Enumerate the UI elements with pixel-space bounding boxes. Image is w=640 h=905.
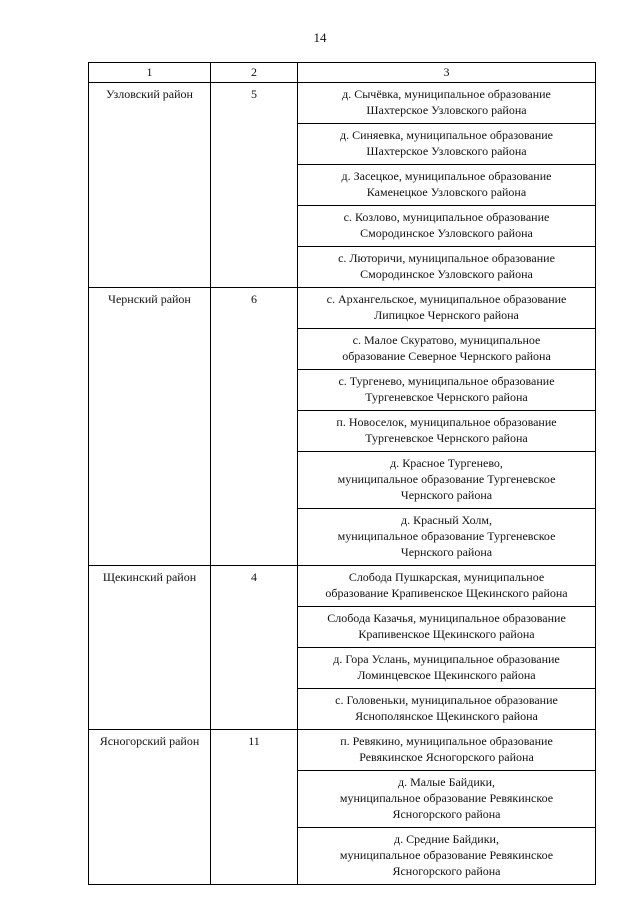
settlement-text-line: Каменецкое Узловского района (366, 185, 527, 199)
settlements-table (88, 62, 596, 885)
settlement-text-line: с. Тургенево, муниципальное образование (338, 374, 555, 388)
settlement-text-line: Шахтерское Узловского района (366, 144, 527, 158)
table-header-row (89, 63, 595, 83)
settlement-list (298, 288, 595, 565)
district-name: Щекинский район (89, 566, 211, 729)
settlement-text-line: Слобода Пушкарская, муниципальное (348, 570, 545, 584)
settlement-text-line: муниципальное образование Тургеневское (337, 529, 556, 543)
settlement-cell (298, 730, 595, 771)
settlement-text-line: с. Архангельское, муниципальное образование (326, 292, 567, 306)
table-body (89, 83, 595, 884)
district-group (89, 288, 595, 566)
settlement-text-line: муниципальное образование Тургеневское (337, 472, 556, 486)
settlement-text-line: Крапивенское Щекинского района (358, 627, 535, 641)
settlement-text-line: д. Красный Холм, (400, 513, 492, 527)
settlement-text-line: д. Засецкое, муниципальное образование (341, 169, 552, 183)
settlement-cell (298, 828, 595, 884)
header-col-3: 3 (443, 65, 450, 79)
settlement-text-line: с. Люторичи, муниципальное образование (338, 251, 555, 265)
settlement-list (298, 566, 595, 729)
settlement-text-line: Ясногорского района (392, 864, 501, 878)
settlement-text-line: Тургеневское Чернского района (365, 390, 528, 404)
settlement-text-line: Яснополянское Щекинского района (355, 709, 538, 723)
settlement-count: 11 (211, 730, 298, 884)
settlement-cell (298, 247, 595, 287)
settlement-text-line: муниципальное образование Ревякинское (339, 848, 554, 862)
settlement-cell (298, 206, 595, 247)
settlement-text-line: Чернского района (400, 488, 493, 502)
settlement-count: 4 (211, 566, 298, 729)
district-group (89, 730, 595, 884)
settlement-cell (298, 452, 595, 509)
settlement-cell (298, 648, 595, 689)
settlement-cell (298, 771, 595, 828)
settlement-text-line: Смородинское Узловского района (360, 226, 533, 240)
settlement-text-line: Липицкое Чернского района (374, 308, 519, 322)
settlement-text-line: д. Красное Тургенево, (390, 456, 503, 470)
settlement-cell (298, 288, 595, 329)
settlement-text-line: д. Гора Услань, муниципальное образование (333, 652, 560, 666)
settlement-text-line: д. Сычёвка, муниципальное образование (342, 87, 551, 101)
settlement-text-line: Смородинское Узловского района (360, 267, 533, 281)
district-group (89, 83, 595, 288)
settlement-cell (298, 509, 595, 565)
settlement-text-line: с. Малое Скуратово, муниципальное (352, 333, 541, 347)
settlement-text-line: образование Крапивенское Щекинского района (325, 586, 568, 600)
settlement-list (298, 83, 595, 287)
settlement-cell (298, 83, 595, 124)
settlement-text-line: Слобода Казачья, муниципальное образование (327, 611, 566, 625)
settlement-cell (298, 370, 595, 411)
settlement-cell (298, 607, 595, 648)
district-name: Чернский район (89, 288, 211, 565)
settlement-text-line: п. Новоселок, муниципальное образование (336, 415, 557, 429)
settlement-text-line: Ломинцевское Щекинского района (357, 668, 536, 682)
settlement-cell (298, 329, 595, 370)
settlement-text-line: образование Северное Чернского района (342, 349, 551, 363)
settlement-text-line: д. Средние Байдики, (394, 832, 499, 846)
settlement-text-line: д. Синяевка, муниципальное образование (339, 128, 554, 142)
settlement-text-line: Тургеневское Чернского района (365, 431, 528, 445)
settlement-cell (298, 124, 595, 165)
settlement-count: 5 (211, 83, 298, 287)
district-name: Узловский район (89, 83, 211, 287)
settlement-cell (298, 411, 595, 452)
header-col-1: 1 (89, 63, 211, 82)
settlement-count: 6 (211, 288, 298, 565)
settlement-text-line: Ясногорского района (392, 807, 501, 821)
settlement-list (298, 730, 595, 884)
settlement-text-line: Ревякинское Ясногорского района (359, 750, 534, 764)
settlement-text-line: д. Малые Байдики, (397, 775, 495, 789)
settlement-cell (298, 689, 595, 729)
settlement-text-line: муниципальное образование Ревякинское (339, 791, 554, 805)
settlement-text-line: с. Козлово, муниципальное образование (343, 210, 550, 224)
header-col-2: 2 (211, 63, 298, 82)
settlement-text-line: Шахтерское Узловского района (366, 103, 527, 117)
district-group (89, 566, 595, 730)
settlement-text-line: Чернского района (400, 545, 493, 559)
settlement-text-line: с. Головеньки, муниципальное образование (335, 693, 558, 707)
page-number: 14 (313, 30, 327, 45)
settlement-text-line: п. Ревякино, муниципальное образование (340, 734, 553, 748)
district-name: Ясногорский район (89, 730, 211, 884)
settlement-cell (298, 566, 595, 607)
settlement-cell (298, 165, 595, 206)
